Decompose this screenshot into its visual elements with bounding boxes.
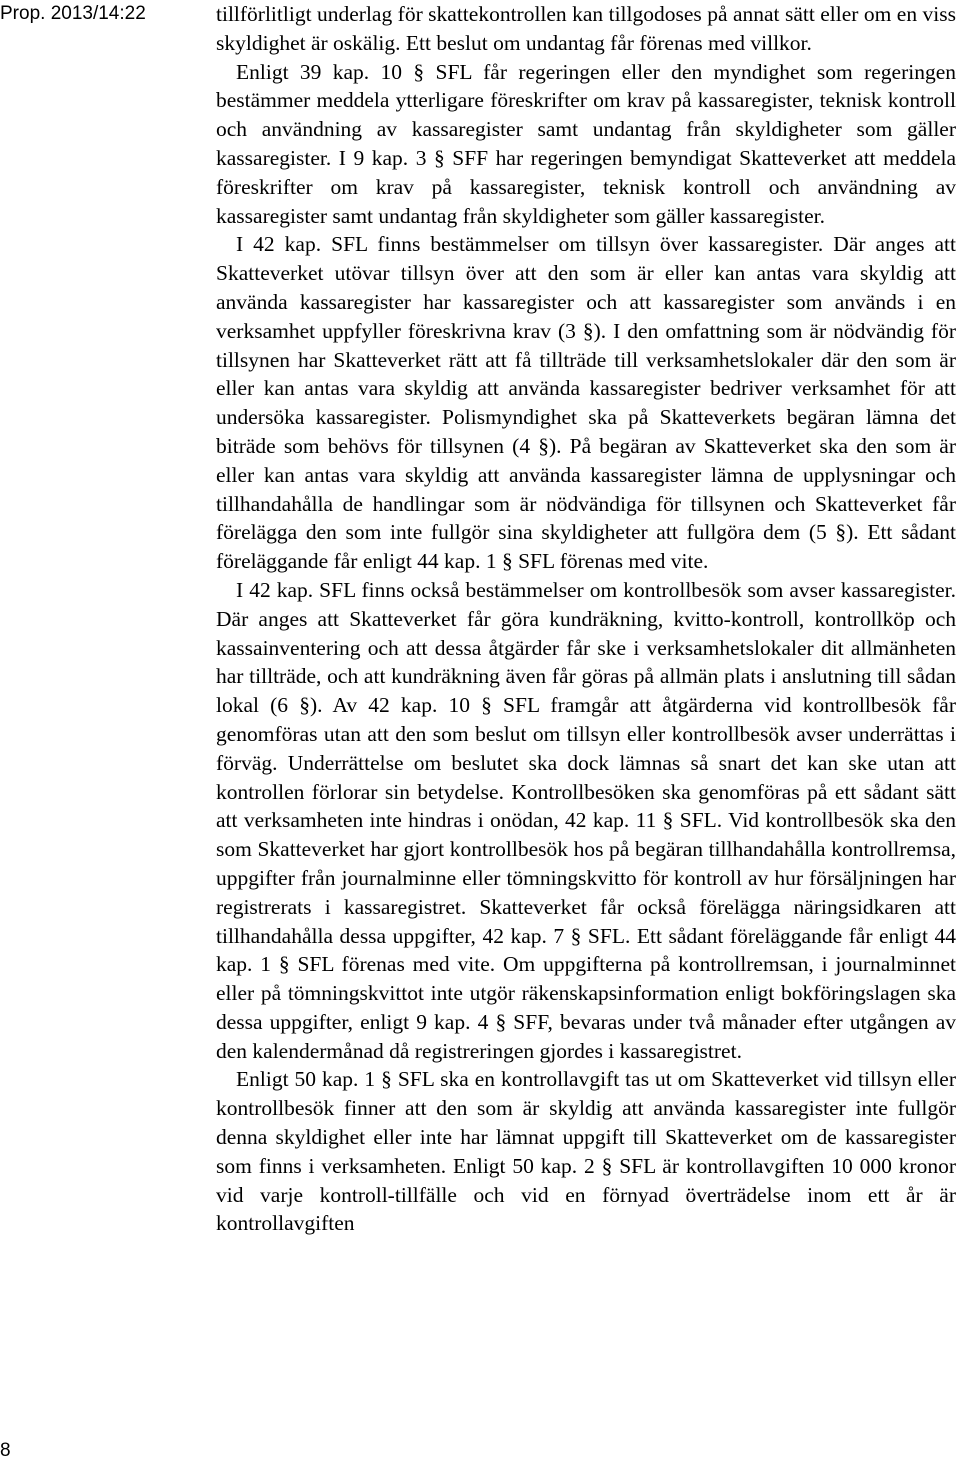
paragraph-supervision: I 42 kap. SFL finns bestämmelser om tillsyn över kassaregister. Där anges att Skatteverket utövar tillsyn över att den som är eller kan antas vara skyldig att använda kassaregister har kassaregister och att kassaregister som används i en verksamhet uppfyller föreskrivna krav (3 §). I den omfattning som är nödvändig för tillsynen har Skatteverket rätt att få tillträde till verksamhetslokaler där den som är eller kan antas vara skyldig att använda kassaregister bedriver verksamhet för att undersöka kassaregister. Polismyndighet ska på Skatteverkets begäran lämna det biträde som behövs för tillsynen (4 §). På begäran av Skatteverket ska den som är eller kan antas vara skyldig att använda kassaregister lämna de upplysningar och tillhandahålla de handlingar som är nödvändiga för tillsynen och Skatteverket får förelägga den som inte fullgör sina skyldigheter att fullgöra dem (5 §). Ett sådant föreläggande får enligt 44 kap. 1 § SFL förenas med vite.: [216, 232, 956, 574]
paragraph-control-visits: I 42 kap. SFL finns också bestämmelser om kontrollbesök som avser kassaregister. Där anges att Skatteverket får göra kundräkning, kvitto-kontroll, kontrollköp och kassainventering och att dessa åtgärder får ske i verksamhetslokaler dit allmänheten har tillträde, och att kundräkning även får göras på allmän plats i anslutning till sådan lokal (6 §). Av 42 kap. 10 § SFL framgår att åtgärderna vid kontrollbesök får genomföras utan att den som beslut om tillsyn eller kontrollbesök avser underrättas i förväg. Underrättelse om beslutet ska dock lämnas så snart det kan ske utan att kontrollen förlorar sin betydelse. Kontrollbesöken ska genomföras på ett sådant sätt att verksamheten inte hindras i onödan, 42 kap. 11 § SFL. Vid kontrollbesök ska den som Skatteverket har gjort kontrollbesök hos på begäran tillhandahålla kontrollremsa, uppgifter från journalminne eller tömningskvitto för kontroll av hur försäljningen har registrerats i kassaregistret. Skatteverket får också förelägga näringsidkaren att tillhandahålla dessa uppgifter, 42 kap. 7 § SFL. Ett sådant föreläggande får enligt 44 kap. 1 § SFL förenas med vite. Om uppgifterna på kontrollremsan, i journalminnet eller på tömningskvittot inte utgör räkenskapsinformation enligt bokföringslagen ska dessa uppgifter, enligt 9 kap. 4 § SFF, bevaras under två månader efter utgången av den kalendermånad då registreringen gjordes i kassaregistret.: [216, 577, 956, 1063]
paragraph-control-fee: Enligt 50 kap. 1 § SFL ska en kontrollavgift tas ut om Skatteverket vid tillsyn eller kontrollbesök finner att den som är skyldig att använda kassaregister inte fullgör denna skyldighet eller inte har lämnat uppgift till Skatteverket om de kassaregister som finns i verksamheten. Enligt 50 kap. 2 § SFL är kontrollavgiften 10 000 kronor vid varje kontroll-tillfälle och vid en förnyad överträdelse inom ett år är kontrollavgiften: [216, 1067, 956, 1236]
page-number: 8: [0, 1440, 11, 1461]
running-header: Prop. 2013/14:22: [0, 3, 146, 24]
document-body: [216, 0, 956, 1238]
paragraph-regulation-authority: Enligt 39 kap. 10 § SFL får regeringen eller den myndighet som regeringen bestämmer meddela ytterligare föreskrifter om krav på kassaregister, teknisk kontroll och användning av kassaregister samt undantag från skyldigheter som gäller kassaregister. I 9 kap. 3 § SFF har regeringen bemyndigat Skatteverket att meddela föreskrifter om krav på kassaregister, teknisk kontroll och användning av kassaregister samt undantag från skyldigheter som gäller kassaregister.: [216, 59, 956, 228]
paragraph-continuation: tillförlitligt underlag för skattekontrollen kan tillgodoses på annat sätt eller om en viss skyldighet är oskälig. Ett beslut om undantag får förenas med villkor.: [216, 2, 956, 55]
